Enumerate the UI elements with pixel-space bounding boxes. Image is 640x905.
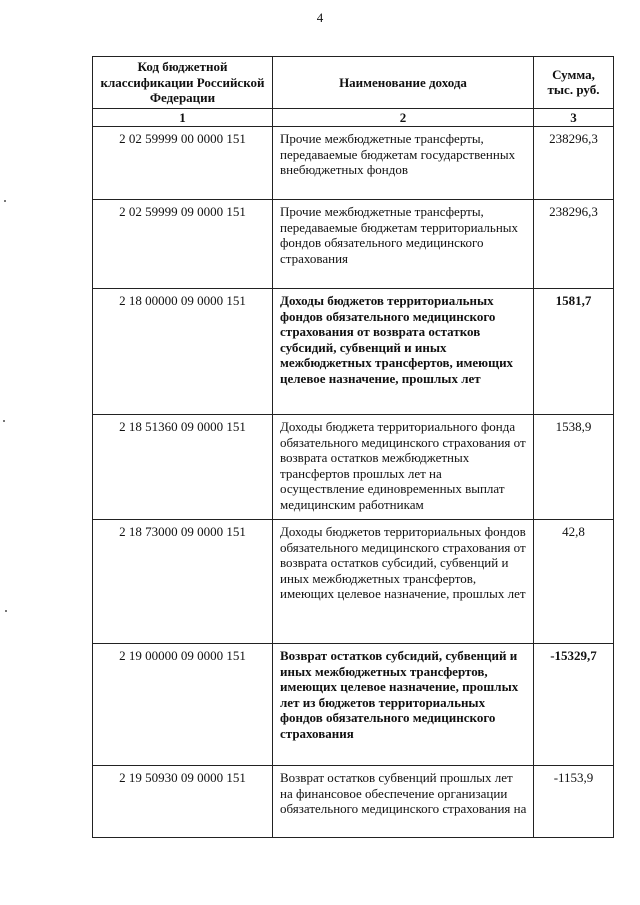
amount-value: -1153,9	[534, 766, 614, 838]
scan-artifact	[5, 610, 7, 612]
budget-code: 2 19 00000 09 0000 151	[93, 644, 273, 766]
scan-artifact	[4, 200, 6, 202]
revenue-name: Прочие межбюджетные трансферты, передаваемые бюджетам государственных внебюджетных фондов	[273, 127, 534, 200]
amount-value: -15329,7	[534, 644, 614, 766]
header-code: Код бюджетной классификации Российской Федерации	[93, 57, 273, 109]
table-row	[93, 289, 614, 415]
revenue-name: Доходы бюджетов территориальных фондов обязательного медицинского страхования от возврата остатков субсидий, субвенций и иных межбюджетных трансфертов, имеющих целевое назначение, прошлых лет	[273, 520, 534, 644]
budget-code: 2 18 51360 09 0000 151	[93, 415, 273, 520]
revenue-name: Возврат остатков субсидий, субвенций и иных межбюджетных трансфертов, имеющих целевое назначение, прошлых лет из бюджетов территориальных фондов обязательного медицинского страхования	[273, 644, 534, 766]
table-header-row	[93, 57, 614, 109]
amount-value: 1581,7	[534, 289, 614, 415]
budget-code: 2 18 73000 09 0000 151	[93, 520, 273, 644]
table-row	[93, 644, 614, 766]
column-number: 3	[534, 108, 614, 127]
table-row	[93, 127, 614, 200]
column-number: 2	[273, 108, 534, 127]
revenue-name: Доходы бюджета территориального фонда обязательного медицинского страхования от возврата остатков межбюджетных трансфертов прошлых лет на осуществление единовременных выплат медицинским работникам	[273, 415, 534, 520]
amount-value: 238296,3	[534, 127, 614, 200]
amount-value: 238296,3	[534, 200, 614, 289]
budget-code: 2 02 59999 00 0000 151	[93, 127, 273, 200]
amount-value: 1538,9	[534, 415, 614, 520]
header-amount: Сумма, тыс. руб.	[534, 57, 614, 109]
column-number: 1	[93, 108, 273, 127]
revenue-table	[92, 56, 614, 838]
revenue-name: Прочие межбюджетные трансферты, передаваемые бюджетам территориальных фондов обязательного медицинского страхования	[273, 200, 534, 289]
header-name: Наименование дохода	[273, 57, 534, 109]
revenue-name: Доходы бюджетов территориальных фондов обязательного медицинского страхования от возврата остатков субсидий, субвенций и иных межбюджетных трансфертов, имеющих целевое назначение, прошлых лет	[273, 289, 534, 415]
revenue-name: Возврат остатков субвенций прошлых лет на финансовое обеспечение организации обязательного медицинского страхования на	[273, 766, 534, 838]
page-number: 4	[316, 10, 324, 25]
budget-code: 2 02 59999 09 0000 151	[93, 200, 273, 289]
column-number-row	[93, 108, 614, 127]
table-row	[93, 520, 614, 644]
budget-code: 2 18 00000 09 0000 151	[93, 289, 273, 415]
table-row	[93, 415, 614, 520]
scan-artifact	[3, 420, 5, 422]
amount-value: 42,8	[534, 520, 614, 644]
table-row	[93, 200, 614, 289]
budget-code: 2 19 50930 09 0000 151	[93, 766, 273, 838]
table-row	[93, 766, 614, 838]
